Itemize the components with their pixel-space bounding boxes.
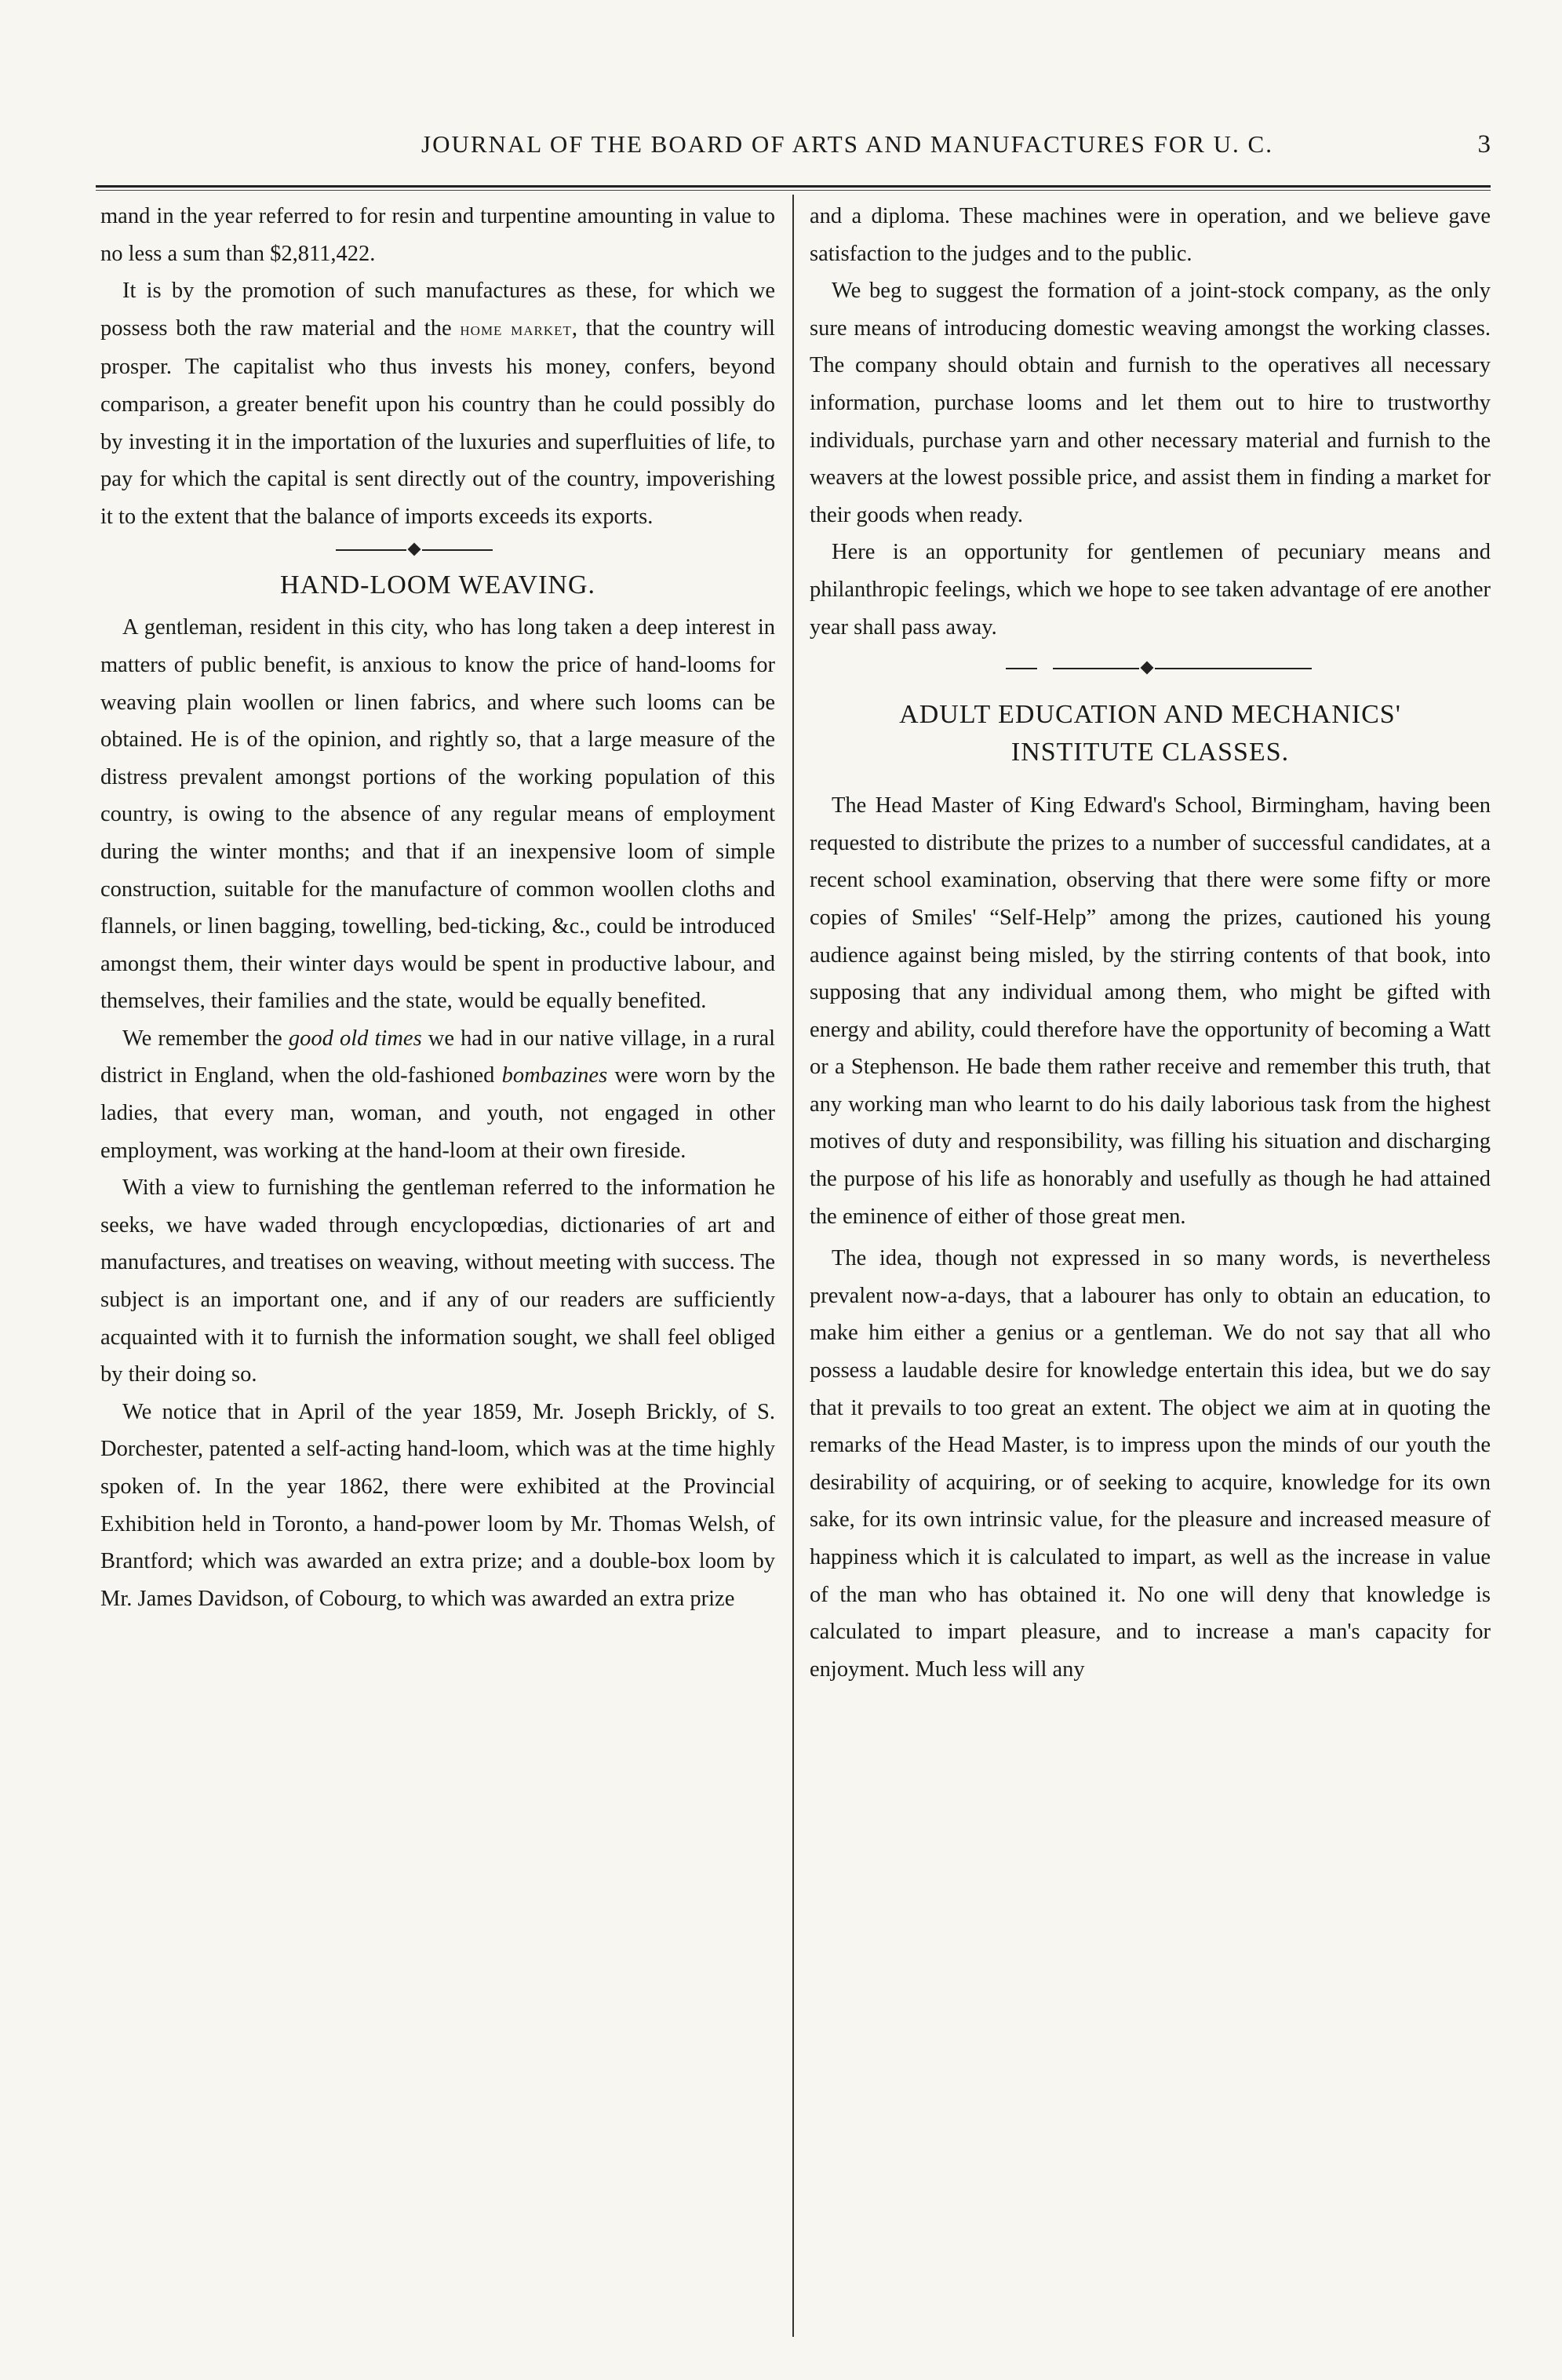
divider-line [1053,668,1139,669]
divider-line [336,549,406,551]
left-paragraph-2 [100,272,775,535]
divider-line [422,549,493,551]
left-paragraph-3: A gentleman, resident in this city, who has long taken a deep interest in matters of public benefit, is anxious to know the price of hand-looms for weaving plain woollen or linen fabrics, and where such looms can be obtained. He is of the opinion, and rightly so, that a large measure of the distress prevalent amongst portions of the working population of this country, is owing to the absence of any regular means of employment during the winter months; and that if an inexpensive loom of simple construction, suitable for the manufacture of common woollen cloths and flannels, or linen bagging, towelling, bed-ticking, &c., could be introduced amongst them, their winter days would be spent in productive labour, and themselves, their families and the state, would be equally benefited. [100,615,775,1014]
adult-education-heading: ADULT EDUCATION AND MECHANICS' INSTITUTE CLASSES. [899,700,1401,767]
divider-line [1155,668,1312,669]
right-paragraph-5: The idea, though not expressed in so many words, is nevertheless prevalent now-a-days, that a labourer has only to obtain an education, to make him either a genius or a gentleman. We do not say that all who possess a laudable desire for knowledge entertain this idea, but we do say that it prevails to too great an extent. The object we aim at in quoting the remarks of the Head Master, is to impress upon the minds of our youth the desirability of acquiring, or of seeking to acquire, knowledge for its own sake, for its own intrinsic value, for the pleasure and increased measure of happiness which it is calculated to impart, as well as the increase in value of the man who has obtained it. No one will deny that knowledge is calculated to impart pleasure, and to increase a man's capacity for enjoyment. Much less will any [810,1246,1491,1682]
page-number: 3 [1477,130,1491,159]
italic-good-old-times: good old times [288,1026,422,1051]
running-title: JOURNAL OF THE BOARD OF ARTS AND MANUFACTURES FOR U. C. [421,130,1273,158]
column-divider [792,195,794,2337]
right-paragraph-4: The Head Master of King Edward's School, Birmingham, having been requested to distribute the prizes to a number of successful candidates, at a recent school examination, observing that there were some fifty or more copies of Smiles' “Self-Help” among the prizes, cautioned his young audience against being misled, by the stirring contents of that book, into supposing that any individual among them, who might be gifted with energy and ability, could therefore have the opportunity of becoming a Watt or a Stephenson. He bade them rather receive and remember this truth, that any working man who learnt to do his daily laborious task from the highest motives of duty and responsibility, was filling his situation and discharging the purpose of his life as honorably and usefully as though he had attained the eminence of either of those great men. [810,793,1491,1229]
right-paragraph-2: We beg to suggest the formation of a joint-stock company, as the only sure means of introducing domestic weaving amongst the working classes. The company should obtain and furnish to the operatives all necessary information, purchase looms and let them out to hire to trustworthy individuals, purchase yarn and other necessary material and furnish to the weavers at the lowest possible price, and assist them in finding a market for their goods when ready. [810,279,1491,527]
left-paragraph-5: With a view to furnishing the gentleman referred to the information he seeks, we have waded through encyclopœdias, dictionaries of art and manufactures, and treatises on weaving, without meeting with success. The subject is an important one, and if any of our readers are sufficiently acquainted with it to furnish the information sought, we shall feel obliged by their doing so. [100,1175,775,1387]
left-paragraph-1: mand in the year referred to for resin and turpentine amounting in value to no less a sum than $2,811,422. [100,204,775,266]
hand-loom-heading: HAND-LOOM WEAVING. [279,570,596,600]
divider-line [1006,668,1037,669]
right-column [810,198,1491,1688]
divider-ornament [1141,662,1154,675]
left-paragraph-4 [100,1020,775,1169]
section-divider [100,538,775,562]
paragraph-text: , that the country will prosper. The capitalist who thus invests his money, confers, beyond comparison, a greater benefit upon his country than he could possibly do by investing it in the importation of the luxuries and superfluities of life, to pay for which the capital is sent directly out of the country, impoverishing it to the extent that the balance of imports exceeds its exports. [100,315,775,529]
right-paragraph-1: and a diploma. These machines were in operation, and we believe gave satisfaction to the judges and to the public. [810,204,1491,266]
header-rule [96,185,1491,191]
paragraph-text: we had in our native village, in a rural district in England, when the old-fashioned [100,1026,776,1088]
divider-ornament [408,543,421,556]
paragraph-text: were worn by the ladies, that every man, woman, and youth, not engaged in other employment, was working at the hand-loom at their own fireside. [100,1063,776,1163]
paragraph-text: We remember the [122,1026,282,1051]
italic-bombazines: bombazines [501,1063,608,1088]
left-column [100,198,775,1617]
section-divider [810,657,1491,680]
page-header [94,130,1491,169]
right-paragraph-3: Here is an opportunity for gentlemen of pecuniary means and philanthropic feelings, which we hope to see taken advantage of ere another year shall pass away. [810,540,1491,640]
paragraph-text: It is by the promotion of such manufactures as these, for which we possess both the raw material and the [100,279,775,341]
left-paragraph-6: We notice that in April of the year 1859, Mr. Joseph Brickly, of S. Dorchester, patented a self-acting hand-loom, which was at the time highly spoken of. In the year 1862, there were exhibited at the Provincial Exhibition held in Toronto, a hand-power loom by Mr. Thomas Welsh, of Brantford; which was awarded an extra prize; and a double-box loom by Mr. James Davidson, of Cobourg, to which was awarded an extra prize [100,1399,775,1611]
home-market-smallcaps: home market [460,319,572,340]
